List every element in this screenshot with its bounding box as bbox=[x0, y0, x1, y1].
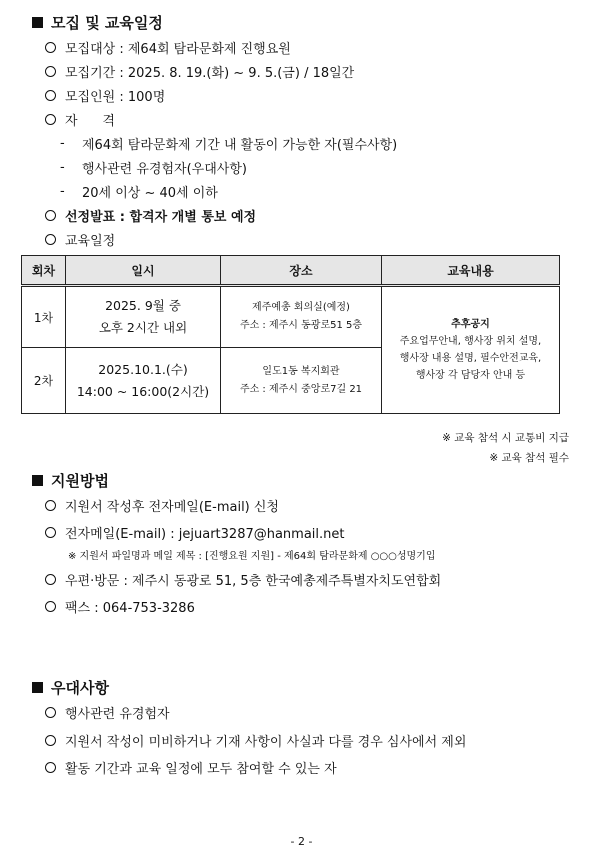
round-cell: 2차 bbox=[22, 348, 66, 414]
circle-bullet-icon bbox=[45, 500, 56, 511]
section-heading-recruitment bbox=[32, 12, 163, 33]
circle-bullet-icon bbox=[45, 735, 56, 746]
circle-bullet-icon bbox=[45, 90, 56, 101]
place-cell: 제주예총 회의실(예정) 주소 : 제주시 동광로51 5층 bbox=[221, 286, 382, 348]
email-text: 전자메일(E-mail) : jejuart3287@hanmail.net bbox=[65, 527, 345, 542]
table-header: 회차 bbox=[22, 256, 66, 286]
circle-bullet-icon bbox=[45, 762, 56, 773]
circle-bullet-icon bbox=[45, 42, 56, 53]
list-item: 자 격 bbox=[45, 110, 115, 129]
list-item: 지원서 작성후 전자메일(E-mail) 신청 bbox=[45, 496, 279, 515]
sub-list-item: - 행사관련 유경험자(우대사항) bbox=[60, 160, 247, 177]
date-cell: 2025. 9월 중 오후 2시간 내외 bbox=[66, 286, 221, 348]
list-item: 우편·방문 : 제주시 동광로 51, 5층 한국예총제주특별자치도연합회 bbox=[45, 570, 441, 589]
place-cell: 일도1동 복지회관 주소 : 제주시 중앙로7길 21 bbox=[221, 348, 382, 414]
circle-bullet-icon bbox=[45, 210, 56, 221]
list-item: 선정발표 : 합격자 개별 통보 예정 bbox=[45, 206, 256, 225]
circle-bullet-icon bbox=[45, 574, 56, 585]
list-item bbox=[45, 523, 345, 542]
list-item: 활동 기간과 교육 일정에 모두 참여할 수 있는 자 bbox=[45, 758, 337, 777]
note-attendance: ※ 교육 참석 필수 bbox=[489, 452, 569, 464]
list-item: 지원서 작성이 미비하거나 기재 사항이 사실과 다를 경우 심사에서 제외 bbox=[45, 731, 466, 750]
section-title: 지원방법 bbox=[51, 472, 109, 490]
table-row bbox=[22, 286, 560, 348]
date-cell: 2025.10.1.(수) 14:00 ~ 16:00(2시간) bbox=[66, 348, 221, 414]
square-bullet-icon bbox=[32, 682, 43, 693]
content-cell: 추후공지 주요업무안내, 행사장 위치 설명, 행사장 내용 설명, 필수안전교육, 행사장 각 담당자 안내 등 bbox=[382, 286, 560, 414]
table-header-row bbox=[22, 256, 560, 286]
round-cell: 1차 bbox=[22, 286, 66, 348]
list-item: 행사관련 유경험자 bbox=[45, 703, 170, 722]
circle-bullet-icon bbox=[45, 234, 56, 245]
section-title: 모집 및 교육일정 bbox=[51, 14, 163, 32]
schedule-table bbox=[21, 255, 560, 414]
circle-bullet-icon bbox=[45, 66, 56, 77]
note-transport: ※ 교육 참석 시 교통비 지급 bbox=[442, 432, 569, 444]
list-item: 모집기간 : 2025. 8. 19.(화) ~ 9. 5.(금) / 18일간 bbox=[45, 62, 354, 81]
sub-list-item: - 20세 이상 ~ 40세 이하 bbox=[60, 184, 218, 201]
square-bullet-icon bbox=[32, 17, 43, 28]
circle-bullet-icon bbox=[45, 601, 56, 612]
section-heading-application bbox=[32, 470, 109, 491]
section-title: 우대사항 bbox=[51, 679, 109, 697]
list-item: 모집대상 : 제64회 탐라문화제 진행요원 bbox=[45, 38, 291, 57]
circle-bullet-icon bbox=[45, 527, 56, 538]
list-item: 교육일정 bbox=[45, 230, 115, 249]
circle-bullet-icon bbox=[45, 707, 56, 718]
list-item: 모집인원 : 100명 bbox=[45, 86, 165, 105]
table-header: 일시 bbox=[66, 256, 221, 286]
page-number: - 2 - bbox=[290, 835, 313, 848]
sub-list-item: - 제64회 탐라문화제 기간 내 활동이 가능한 자(필수사항) bbox=[60, 136, 398, 153]
table-header: 장소 bbox=[221, 256, 382, 286]
section-heading-preference bbox=[32, 677, 109, 698]
email-note: ※ 지원서 파일명과 메일 제목 : [진행요원 지원] - 제64회 탐라문화제 ○○○성명기입 bbox=[68, 551, 436, 562]
list-item: 팩스 : 064-753-3286 bbox=[45, 597, 195, 616]
square-bullet-icon bbox=[32, 475, 43, 486]
circle-bullet-icon bbox=[45, 114, 56, 125]
table-header: 교육내용 bbox=[382, 256, 560, 286]
